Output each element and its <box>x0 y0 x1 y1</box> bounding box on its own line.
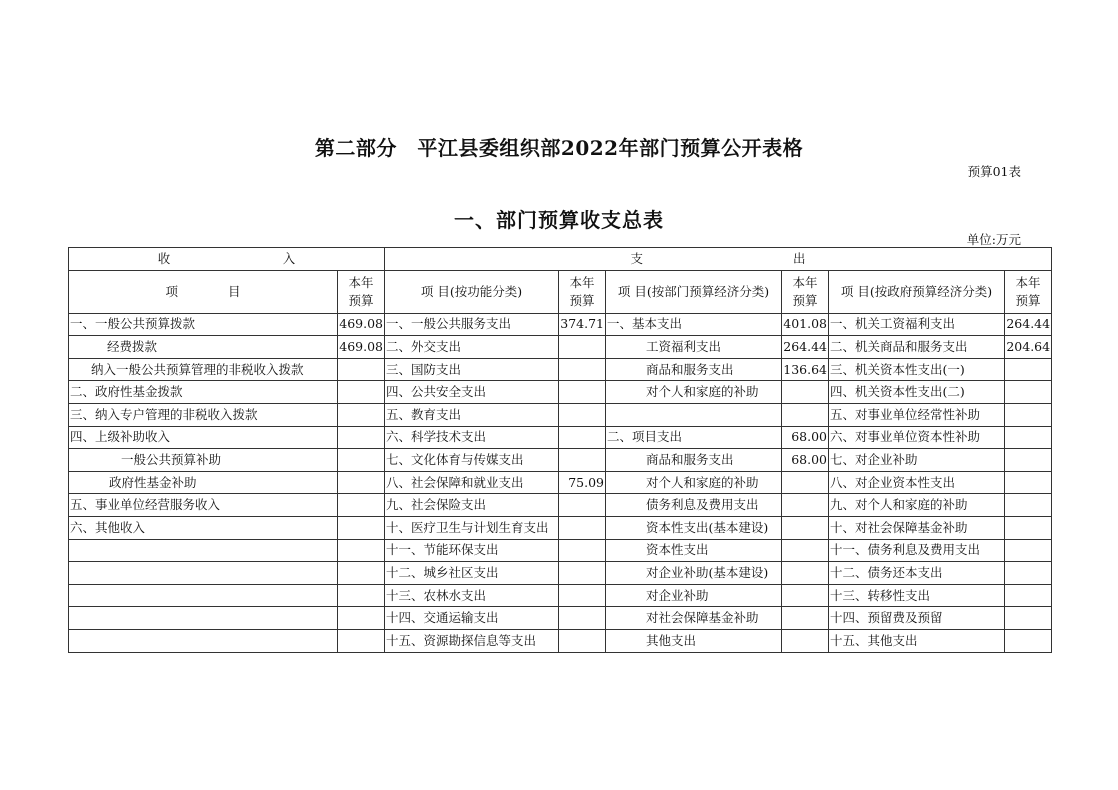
dept-item-cell <box>606 403 782 426</box>
income-item-cell: 三、纳入专户管理的非税收入拨款 <box>69 403 338 426</box>
income-budget-cell <box>338 562 385 585</box>
header-row-2 <box>69 270 1052 313</box>
income-item-cell: 纳入一般公共预算管理的非税收入拨款 <box>69 358 338 381</box>
dept-item-header: 项 目(按部门预算经济分类) <box>606 270 782 313</box>
gov-item-cell: 十、对社会保障基金补助 <box>829 516 1005 539</box>
income-budget-cell <box>338 539 385 562</box>
expense-header: 支 出 <box>385 248 1052 271</box>
func-item-cell: 十、医疗卫生与计划生育支出 <box>385 516 559 539</box>
income-item-cell <box>69 584 338 607</box>
dept-item-cell: 其他支出 <box>606 629 782 652</box>
dept-budget-cell: 68.00 <box>782 426 829 449</box>
func-item-cell: 十三、农林水支出 <box>385 584 559 607</box>
income-budget-cell <box>338 426 385 449</box>
income-item-cell: 一般公共预算补助 <box>69 449 338 472</box>
dept-budget-cell <box>782 516 829 539</box>
gov-item-cell: 三、机关资本性支出(一) <box>829 358 1005 381</box>
dept-item-cell: 工资福利支出 <box>606 336 782 359</box>
table-subtitle: 一、部门预算收支总表 <box>454 208 664 232</box>
table-row <box>69 494 1052 517</box>
gov-budget-cell <box>1005 494 1052 517</box>
func-budget-cell <box>559 381 606 404</box>
table-row <box>69 403 1052 426</box>
gov-item-cell: 二、机关商品和服务支出 <box>829 336 1005 359</box>
dept-item-cell: 债务利息及费用支出 <box>606 494 782 517</box>
document-title: 第二部分 平江县委组织部2022年部门预算公开表格 <box>314 136 804 160</box>
func-item-cell: 八、社会保障和就业支出 <box>385 471 559 494</box>
budget-label: 本年 预算 <box>569 274 595 308</box>
table-row <box>69 562 1052 585</box>
gov-item-cell: 九、对个人和家庭的补助 <box>829 494 1005 517</box>
func-item-cell: 一、一般公共服务支出 <box>385 313 559 336</box>
dept-budget-cell <box>782 629 829 652</box>
gov-item-cell: 五、对事业单位经常性补助 <box>829 403 1005 426</box>
func-item-cell: 二、外交支出 <box>385 336 559 359</box>
dept-budget-cell: 264.44 <box>782 336 829 359</box>
gov-budget-cell <box>1005 539 1052 562</box>
budget-summary-table <box>68 247 1052 653</box>
gov-item-cell: 十四、预留费及预留 <box>829 607 1005 630</box>
dept-budget-cell <box>782 562 829 585</box>
dept-item-cell: 资本性支出(基本建设) <box>606 516 782 539</box>
dept-budget-cell: 136.64 <box>782 358 829 381</box>
func-item-cell: 十五、资源勘探信息等支出 <box>385 629 559 652</box>
income-budget-cell <box>338 629 385 652</box>
income-item-cell: 五、事业单位经营服务收入 <box>69 494 338 517</box>
func-item-header: 项 目(按功能分类) <box>385 270 559 313</box>
gov-budget-cell <box>1005 471 1052 494</box>
dept-budget-cell <box>782 494 829 517</box>
income-item-cell: 一、一般公共预算拨款 <box>69 313 338 336</box>
table-row <box>69 358 1052 381</box>
gov-budget-cell <box>1005 584 1052 607</box>
gov-budget-cell <box>1005 562 1052 585</box>
gov-budget-cell <box>1005 358 1052 381</box>
dept-item-cell: 对个人和家庭的补助 <box>606 471 782 494</box>
income-budget-cell: 469.08 <box>338 336 385 359</box>
income-item-cell: 经费拨款 <box>69 336 338 359</box>
dept-budget-cell <box>782 381 829 404</box>
func-item-cell: 五、教育支出 <box>385 403 559 426</box>
gov-item-cell: 十五、其他支出 <box>829 629 1005 652</box>
table-row <box>69 516 1052 539</box>
func-budget-cell <box>559 562 606 585</box>
dept-item-cell: 商品和服务支出 <box>606 358 782 381</box>
income-budget-cell <box>338 494 385 517</box>
gov-budget-cell: 264.44 <box>1005 313 1052 336</box>
dept-item-cell: 对个人和家庭的补助 <box>606 381 782 404</box>
gov-budget-cell <box>1005 607 1052 630</box>
gov-budget-header <box>1005 270 1052 313</box>
dept-budget-cell <box>782 539 829 562</box>
table-row <box>69 313 1052 336</box>
table-row <box>69 539 1052 562</box>
gov-item-cell: 七、对企业补助 <box>829 449 1005 472</box>
dept-budget-cell <box>782 607 829 630</box>
func-budget-cell <box>559 629 606 652</box>
func-item-cell: 六、科学技术支出 <box>385 426 559 449</box>
gov-item-header: 项 目(按政府预算经济分类) <box>829 270 1005 313</box>
gov-budget-cell <box>1005 449 1052 472</box>
income-item-cell <box>69 539 338 562</box>
gov-item-cell: 八、对企业资本性支出 <box>829 471 1005 494</box>
dept-item-cell: 对社会保障基金补助 <box>606 607 782 630</box>
gov-item-cell: 十一、债务利息及费用支出 <box>829 539 1005 562</box>
gov-item-cell: 十二、债务还本支出 <box>829 562 1005 585</box>
func-item-cell: 十一、节能环保支出 <box>385 539 559 562</box>
func-budget-cell <box>559 336 606 359</box>
table-row <box>69 449 1052 472</box>
income-item-cell <box>69 562 338 585</box>
gov-budget-cell <box>1005 381 1052 404</box>
income-budget-cell <box>338 403 385 426</box>
table-row <box>69 584 1052 607</box>
func-budget-cell <box>559 449 606 472</box>
dept-budget-cell <box>782 403 829 426</box>
dept-item-cell: 对企业补助 <box>606 584 782 607</box>
form-number: 预算01表 <box>967 164 1021 179</box>
func-budget-cell <box>559 358 606 381</box>
func-budget-cell: 374.71 <box>559 313 606 336</box>
dept-budget-cell <box>782 584 829 607</box>
dept-item-cell: 商品和服务支出 <box>606 449 782 472</box>
income-budget-cell <box>338 516 385 539</box>
func-budget-cell <box>559 403 606 426</box>
func-item-cell: 三、国防支出 <box>385 358 559 381</box>
func-item-cell: 十四、交通运输支出 <box>385 607 559 630</box>
func-item-cell: 四、公共安全支出 <box>385 381 559 404</box>
dept-item-cell: 对企业补助(基本建设) <box>606 562 782 585</box>
func-budget-cell <box>559 584 606 607</box>
dept-budget-cell: 401.08 <box>782 313 829 336</box>
gov-item-cell: 六、对事业单位资本性补助 <box>829 426 1005 449</box>
income-item-cell: 六、其他收入 <box>69 516 338 539</box>
func-budget-cell <box>559 426 606 449</box>
budget-label: 本年 预算 <box>792 274 818 308</box>
func-budget-cell <box>559 494 606 517</box>
income-item-cell <box>69 629 338 652</box>
gov-budget-cell: 204.64 <box>1005 336 1052 359</box>
table-row <box>69 336 1052 359</box>
dept-budget-header <box>782 270 829 313</box>
table-row <box>69 629 1052 652</box>
func-item-cell: 十二、城乡社区支出 <box>385 562 559 585</box>
income-budget-cell: 469.08 <box>338 313 385 336</box>
income-budget-cell <box>338 358 385 381</box>
func-item-cell: 九、社会保险支出 <box>385 494 559 517</box>
income-item-header: 项 目 <box>69 270 338 313</box>
gov-budget-cell <box>1005 516 1052 539</box>
dept-item-cell: 一、基本支出 <box>606 313 782 336</box>
func-item-cell: 七、文化体育与传媒支出 <box>385 449 559 472</box>
dept-item-cell: 资本性支出 <box>606 539 782 562</box>
func-budget-cell <box>559 516 606 539</box>
table-row <box>69 607 1052 630</box>
income-budget-cell <box>338 381 385 404</box>
income-budget-cell <box>338 584 385 607</box>
gov-budget-cell <box>1005 403 1052 426</box>
income-budget-cell <box>338 607 385 630</box>
func-budget-cell: 75.09 <box>559 471 606 494</box>
income-budget-cell <box>338 449 385 472</box>
table-row <box>69 426 1052 449</box>
header-row-1 <box>69 248 1052 271</box>
income-header: 收 入 <box>69 248 385 271</box>
gov-budget-cell <box>1005 426 1052 449</box>
dept-item-cell: 二、项目支出 <box>606 426 782 449</box>
dept-budget-cell: 68.00 <box>782 449 829 472</box>
func-budget-cell <box>559 539 606 562</box>
income-budget-cell <box>338 471 385 494</box>
gov-item-cell: 四、机关资本性支出(二) <box>829 381 1005 404</box>
budget-label: 本年 预算 <box>1015 274 1041 308</box>
income-item-cell: 政府性基金补助 <box>69 471 338 494</box>
unit-label: 单位:万元 <box>966 232 1021 247</box>
income-item-cell: 四、上级补助收入 <box>69 426 338 449</box>
budget-label: 本年 预算 <box>348 274 374 308</box>
func-budget-cell <box>559 607 606 630</box>
table-row <box>69 381 1052 404</box>
income-item-cell <box>69 607 338 630</box>
income-item-cell: 二、政府性基金拨款 <box>69 381 338 404</box>
gov-item-cell: 十三、转移性支出 <box>829 584 1005 607</box>
gov-item-cell: 一、机关工资福利支出 <box>829 313 1005 336</box>
income-budget-header <box>338 270 385 313</box>
gov-budget-cell <box>1005 629 1052 652</box>
func-budget-header <box>559 270 606 313</box>
dept-budget-cell <box>782 471 829 494</box>
table-row <box>69 471 1052 494</box>
